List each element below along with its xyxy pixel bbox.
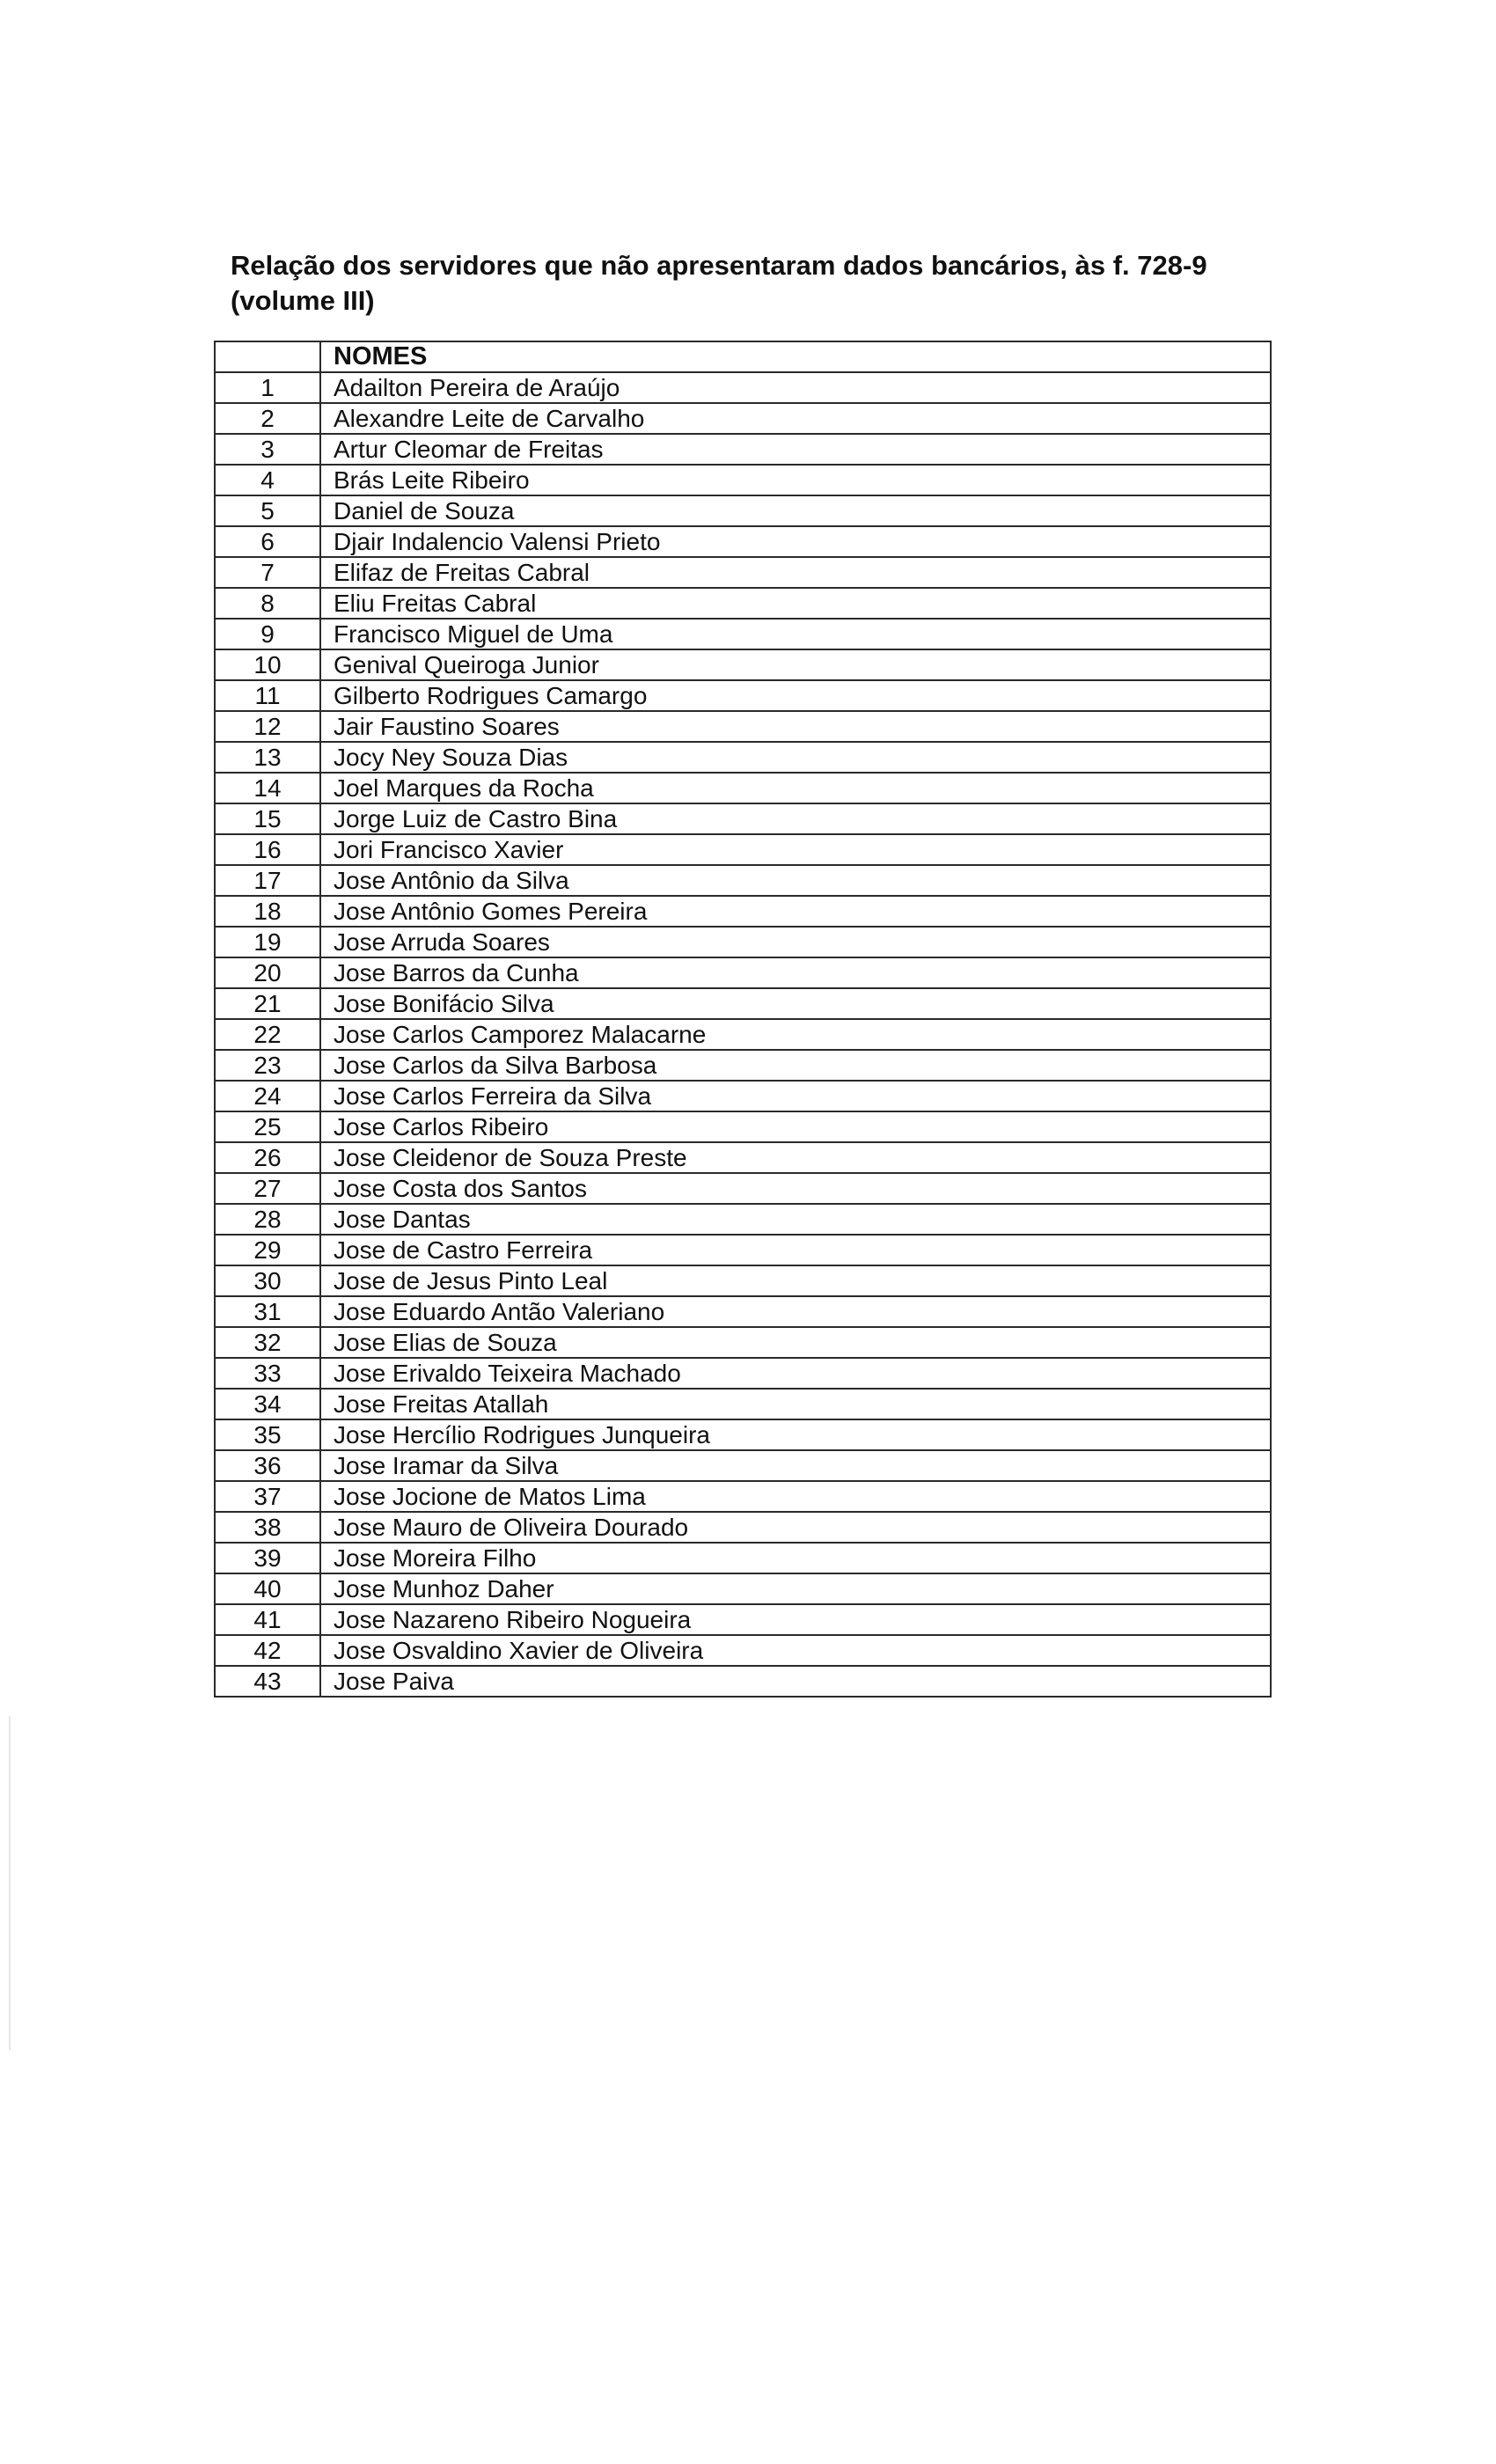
row-name-cell: Genival Queiroga Junior	[320, 649, 1271, 680]
row-name-cell: Jose Paiva	[320, 1666, 1271, 1697]
row-name-cell: Jose Cleidenor de Souza Preste	[320, 1142, 1271, 1173]
row-number-cell: 9	[215, 619, 320, 649]
table-row	[215, 988, 1271, 1019]
row-number-cell: 25	[215, 1111, 320, 1142]
scan-edge-mark	[9, 1716, 11, 2050]
row-name-cell: Brás Leite Ribeiro	[320, 465, 1271, 495]
header-number-cell	[215, 341, 320, 372]
row-name-cell: Jori Francisco Xavier	[320, 834, 1271, 865]
table-row	[215, 1419, 1271, 1450]
row-number-cell: 29	[215, 1235, 320, 1265]
table-row	[215, 1265, 1271, 1296]
table-row	[215, 1019, 1271, 1050]
row-number-cell: 21	[215, 988, 320, 1019]
table-row	[215, 1543, 1271, 1573]
table-row	[215, 1635, 1271, 1666]
document-heading	[231, 248, 1287, 319]
table-row	[215, 403, 1271, 434]
row-name-cell: Jose Dantas	[320, 1204, 1271, 1235]
names-table-body	[215, 372, 1271, 1697]
table-row	[215, 896, 1271, 927]
row-number-cell: 39	[215, 1543, 320, 1573]
row-number-cell: 36	[215, 1450, 320, 1481]
row-name-cell: Jose Bonifácio Silva	[320, 988, 1271, 1019]
row-number-cell: 14	[215, 773, 320, 803]
table-row	[215, 1512, 1271, 1543]
row-number-cell: 16	[215, 834, 320, 865]
row-number-cell: 18	[215, 896, 320, 927]
row-name-cell: Jose Carlos Camporez Malacarne	[320, 1019, 1271, 1050]
row-name-cell: Joel Marques da Rocha	[320, 773, 1271, 803]
header-names-cell: NOMES	[320, 341, 1271, 372]
table-row	[215, 1666, 1271, 1697]
row-number-cell: 20	[215, 957, 320, 988]
row-name-cell: Jose Erivaldo Teixeira Machado	[320, 1358, 1271, 1389]
row-name-cell: Jose Carlos da Silva Barbosa	[320, 1050, 1271, 1081]
row-name-cell: Jose Jocione de Matos Lima	[320, 1481, 1271, 1512]
row-number-cell: 35	[215, 1419, 320, 1450]
row-number-cell: 2	[215, 403, 320, 434]
row-name-cell: Adailton Pereira de Araújo	[320, 372, 1271, 403]
row-number-cell: 26	[215, 1142, 320, 1173]
row-number-cell: 5	[215, 495, 320, 526]
row-name-cell: Jose Munhoz Daher	[320, 1573, 1271, 1604]
table-row	[215, 834, 1271, 865]
row-number-cell: 13	[215, 742, 320, 773]
row-name-cell: Jose Antônio da Silva	[320, 865, 1271, 896]
row-number-cell: 17	[215, 865, 320, 896]
row-name-cell: Francisco Miguel de Uma	[320, 619, 1271, 649]
row-name-cell: Jorge Luiz de Castro Bina	[320, 803, 1271, 834]
table-row	[215, 1296, 1271, 1327]
row-number-cell: 19	[215, 927, 320, 957]
row-name-cell: Jose Hercílio Rodrigues Junqueira	[320, 1419, 1271, 1450]
table-row	[215, 465, 1271, 495]
table-row	[215, 803, 1271, 834]
row-number-cell: 33	[215, 1358, 320, 1389]
table-row	[215, 1573, 1271, 1604]
heading-line-1: Relação dos servidores que não apresentaram dados bancários, às f. 728-9	[231, 250, 1207, 281]
row-number-cell: 40	[215, 1573, 320, 1604]
row-number-cell: 31	[215, 1296, 320, 1327]
row-name-cell: Jose Osvaldino Xavier de Oliveira	[320, 1635, 1271, 1666]
table-row	[215, 1081, 1271, 1111]
table-row	[215, 372, 1271, 403]
row-name-cell: Jose Antônio Gomes Pereira	[320, 896, 1271, 927]
row-number-cell: 42	[215, 1635, 320, 1666]
table-row	[215, 711, 1271, 742]
row-name-cell: Jose Nazareno Ribeiro Nogueira	[320, 1604, 1271, 1635]
names-table	[214, 341, 1272, 1698]
row-name-cell: Jose Freitas Atallah	[320, 1389, 1271, 1419]
table-row	[215, 1389, 1271, 1419]
table-row	[215, 1327, 1271, 1358]
row-name-cell: Jose Mauro de Oliveira Dourado	[320, 1512, 1271, 1543]
row-number-cell: 8	[215, 588, 320, 619]
row-number-cell: 4	[215, 465, 320, 495]
table-row	[215, 957, 1271, 988]
row-number-cell: 28	[215, 1204, 320, 1235]
row-number-cell: 10	[215, 649, 320, 680]
table-row	[215, 1604, 1271, 1635]
row-number-cell: 6	[215, 526, 320, 557]
row-name-cell: Alexandre Leite de Carvalho	[320, 403, 1271, 434]
row-number-cell: 15	[215, 803, 320, 834]
table-row	[215, 649, 1271, 680]
row-name-cell: Jose Elias de Souza	[320, 1327, 1271, 1358]
table-row	[215, 1204, 1271, 1235]
row-name-cell: Jose de Jesus Pinto Leal	[320, 1265, 1271, 1296]
row-name-cell: Jocy Ney Souza Dias	[320, 742, 1271, 773]
row-name-cell: Jose Carlos Ferreira da Silva	[320, 1081, 1271, 1111]
row-name-cell: Daniel de Souza	[320, 495, 1271, 526]
table-row	[215, 1173, 1271, 1204]
row-number-cell: 27	[215, 1173, 320, 1204]
row-number-cell: 38	[215, 1512, 320, 1543]
table-row	[215, 927, 1271, 957]
row-name-cell: Gilberto Rodrigues Camargo	[320, 680, 1271, 711]
table-row	[215, 865, 1271, 896]
row-number-cell: 3	[215, 434, 320, 465]
row-name-cell: Jose Moreira Filho	[320, 1543, 1271, 1573]
row-name-cell: Jair Faustino Soares	[320, 711, 1271, 742]
row-name-cell: Jose Iramar da Silva	[320, 1450, 1271, 1481]
row-number-cell: 30	[215, 1265, 320, 1296]
row-number-cell: 34	[215, 1389, 320, 1419]
row-number-cell: 24	[215, 1081, 320, 1111]
table-row	[215, 526, 1271, 557]
row-number-cell: 12	[215, 711, 320, 742]
row-name-cell: Jose Barros da Cunha	[320, 957, 1271, 988]
heading-line-2: (volume III)	[231, 285, 375, 316]
row-name-cell: Jose Costa dos Santos	[320, 1173, 1271, 1204]
row-number-cell: 1	[215, 372, 320, 403]
table-row	[215, 742, 1271, 773]
row-number-cell: 22	[215, 1019, 320, 1050]
table-row	[215, 1142, 1271, 1173]
table-header-row	[215, 341, 1271, 372]
row-number-cell: 11	[215, 680, 320, 711]
row-number-cell: 43	[215, 1666, 320, 1697]
row-number-cell: 23	[215, 1050, 320, 1081]
row-name-cell: Jose Carlos Ribeiro	[320, 1111, 1271, 1142]
table-row	[215, 557, 1271, 588]
table-row	[215, 588, 1271, 619]
table-row	[215, 1481, 1271, 1512]
row-number-cell: 41	[215, 1604, 320, 1635]
table-row	[215, 1111, 1271, 1142]
row-name-cell: Jose de Castro Ferreira	[320, 1235, 1271, 1265]
row-name-cell: Artur Cleomar de Freitas	[320, 434, 1271, 465]
table-row	[215, 619, 1271, 649]
table-row	[215, 1050, 1271, 1081]
row-name-cell: Jose Eduardo Antão Valeriano	[320, 1296, 1271, 1327]
table-row	[215, 434, 1271, 465]
row-name-cell: Djair Indalencio Valensi Prieto	[320, 526, 1271, 557]
row-name-cell: Jose Arruda Soares	[320, 927, 1271, 957]
row-number-cell: 32	[215, 1327, 320, 1358]
table-row	[215, 1358, 1271, 1389]
row-number-cell: 37	[215, 1481, 320, 1512]
row-name-cell: Eliu Freitas Cabral	[320, 588, 1271, 619]
table-row	[215, 773, 1271, 803]
table-row	[215, 680, 1271, 711]
table-row	[215, 1450, 1271, 1481]
row-name-cell: Elifaz de Freitas Cabral	[320, 557, 1271, 588]
table-row	[215, 1235, 1271, 1265]
row-number-cell: 7	[215, 557, 320, 588]
table-row	[215, 495, 1271, 526]
